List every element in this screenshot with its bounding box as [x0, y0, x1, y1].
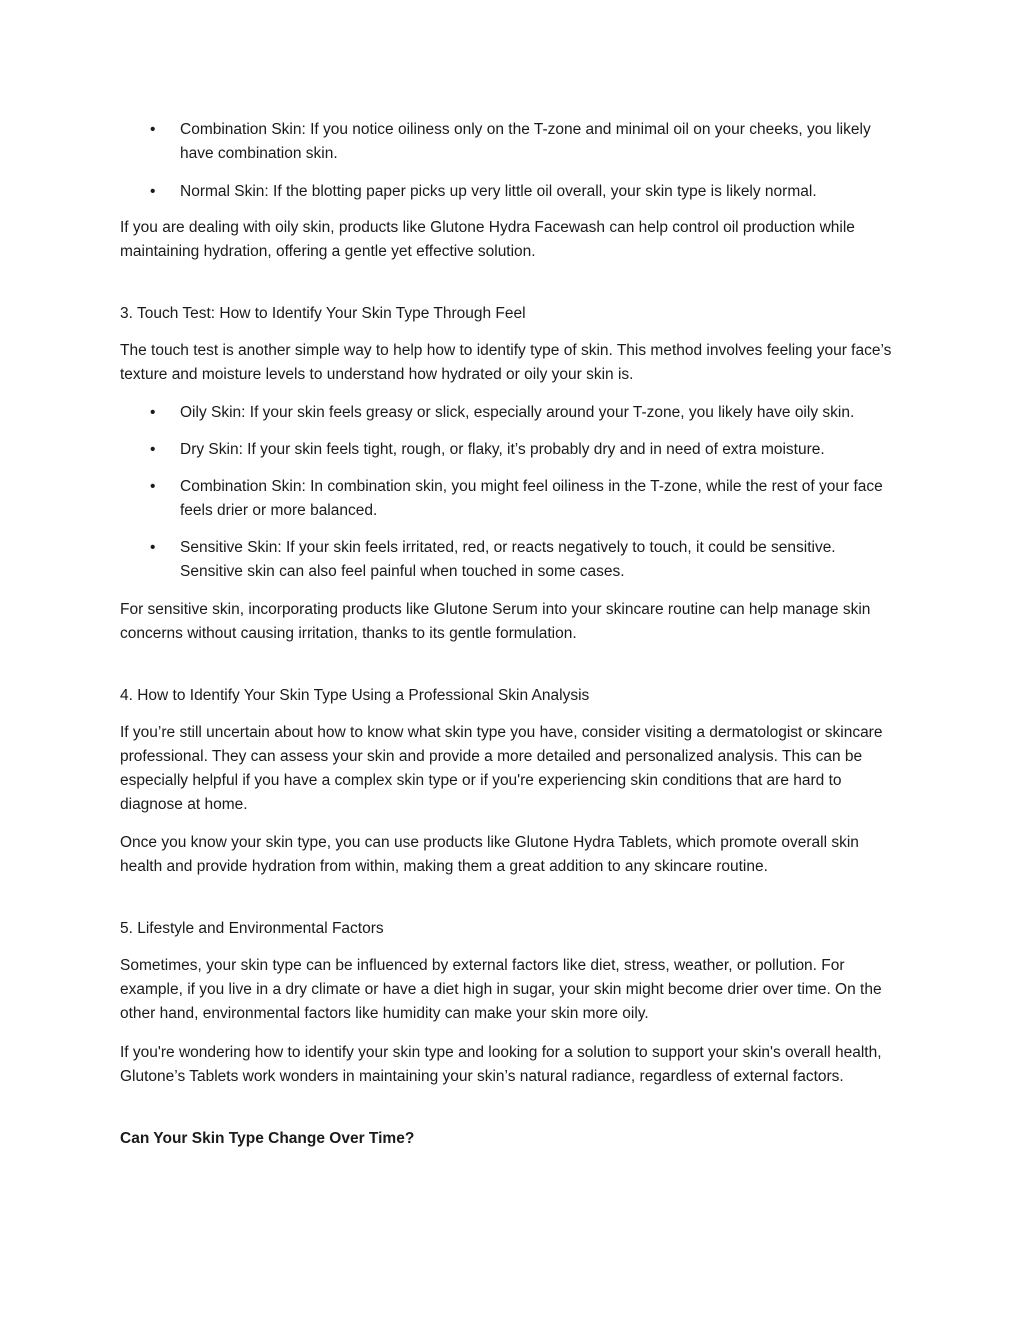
final-heading: Can Your Skin Type Change Over Time?: [120, 1130, 415, 1147]
section-5-paragraph-2: If you're wondering how to identify your skin type and looking for a solution to support your skin's overall health, Glutone’s Tablets work wonders in maintaining your skin’s natural radiance, regardless of external factors.: [120, 1044, 882, 1085]
list-item: • Combination Skin: If you notice oiliness only on the T-zone and minimal oil on your cheeks, you likely have combination skin.: [120, 118, 900, 166]
section-4-paragraph-2: Once you know your skin type, you can use products like Glutone Hydra Tablets, which promote overall skin health and provide hydration from within, making them a great addition to any skincare routine.: [120, 834, 859, 875]
list-item: • Combination Skin: In combination skin, you might feel oiliness in the T-zone, while the rest of your face feels drier or more balanced.: [120, 475, 900, 523]
section-3-intro: The touch test is another simple way to help how to identify type of skin. This method involves feeling your face’s texture and moisture levels to understand how hydrated or oily your skin is.: [120, 342, 892, 383]
paragraph-oily-skin: If you are dealing with oily skin, products like Glutone Hydra Facewash can help control oil production while maintaining hydration, offering a gentle yet effective solution.: [120, 219, 855, 260]
section-5-paragraph-1: Sometimes, your skin type can be influenced by external factors like diet, stress, weather, or pollution. For example, if you live in a dry climate or have a diet high in sugar, your skin might become drier over time. On the other hand, environmental factors like humidity can make your skin more oily.: [120, 957, 882, 1022]
section-5-heading: 5. Lifestyle and Environmental Factors: [120, 920, 384, 937]
bullet-icon: •: [150, 121, 156, 138]
bullet-list-top-2: [120, 180, 900, 204]
list-item: • Sensitive Skin: If your skin feels irritated, red, or reacts negatively to touch, it could be sensitive. Sensitive skin can also feel painful when touched in some cases.: [120, 536, 900, 584]
bullet-icon: •: [150, 478, 156, 495]
bullet-list-top: [120, 118, 900, 166]
bullet-icon: •: [150, 183, 156, 200]
section-3-bullet-1: [120, 401, 900, 425]
section-4-heading: 4. How to Identify Your Skin Type Using a Professional Skin Analysis: [120, 687, 590, 704]
list-item: • Oily Skin: If your skin feels greasy or slick, especially around your T-zone, you likely have oily skin.: [120, 401, 900, 425]
section-3-bullet-3: [120, 475, 900, 523]
section-3-bullet-2: [120, 438, 900, 462]
bullet-icon: •: [150, 441, 156, 458]
list-item: • Dry Skin: If your skin feels tight, rough, or flaky, it’s probably dry and in need of extra moisture.: [120, 438, 900, 462]
section-4-paragraph-1: If you’re still uncertain about how to know what skin type you have, consider visiting a dermatologist or skincare professional. They can assess your skin and provide a more detailed and personalized analysis. This can be especially helpful if you have a complex skin type or if you're experiencing skin conditions that are hard to diagnose at home.: [120, 724, 883, 813]
section-3-outro: For sensitive skin, incorporating products like Glutone Serum into your skincare routine can help manage skin concerns without causing irritation, thanks to its gentle formulation.: [120, 601, 871, 642]
bullet-icon: •: [150, 539, 156, 556]
section-3-bullet-4: [120, 536, 900, 584]
bullet-icon: •: [150, 404, 156, 421]
list-item: • Normal Skin: If the blotting paper picks up very little oil overall, your skin type is likely normal.: [120, 180, 900, 204]
section-3-heading: 3. Touch Test: How to Identify Your Skin Type Through Feel: [120, 305, 526, 322]
